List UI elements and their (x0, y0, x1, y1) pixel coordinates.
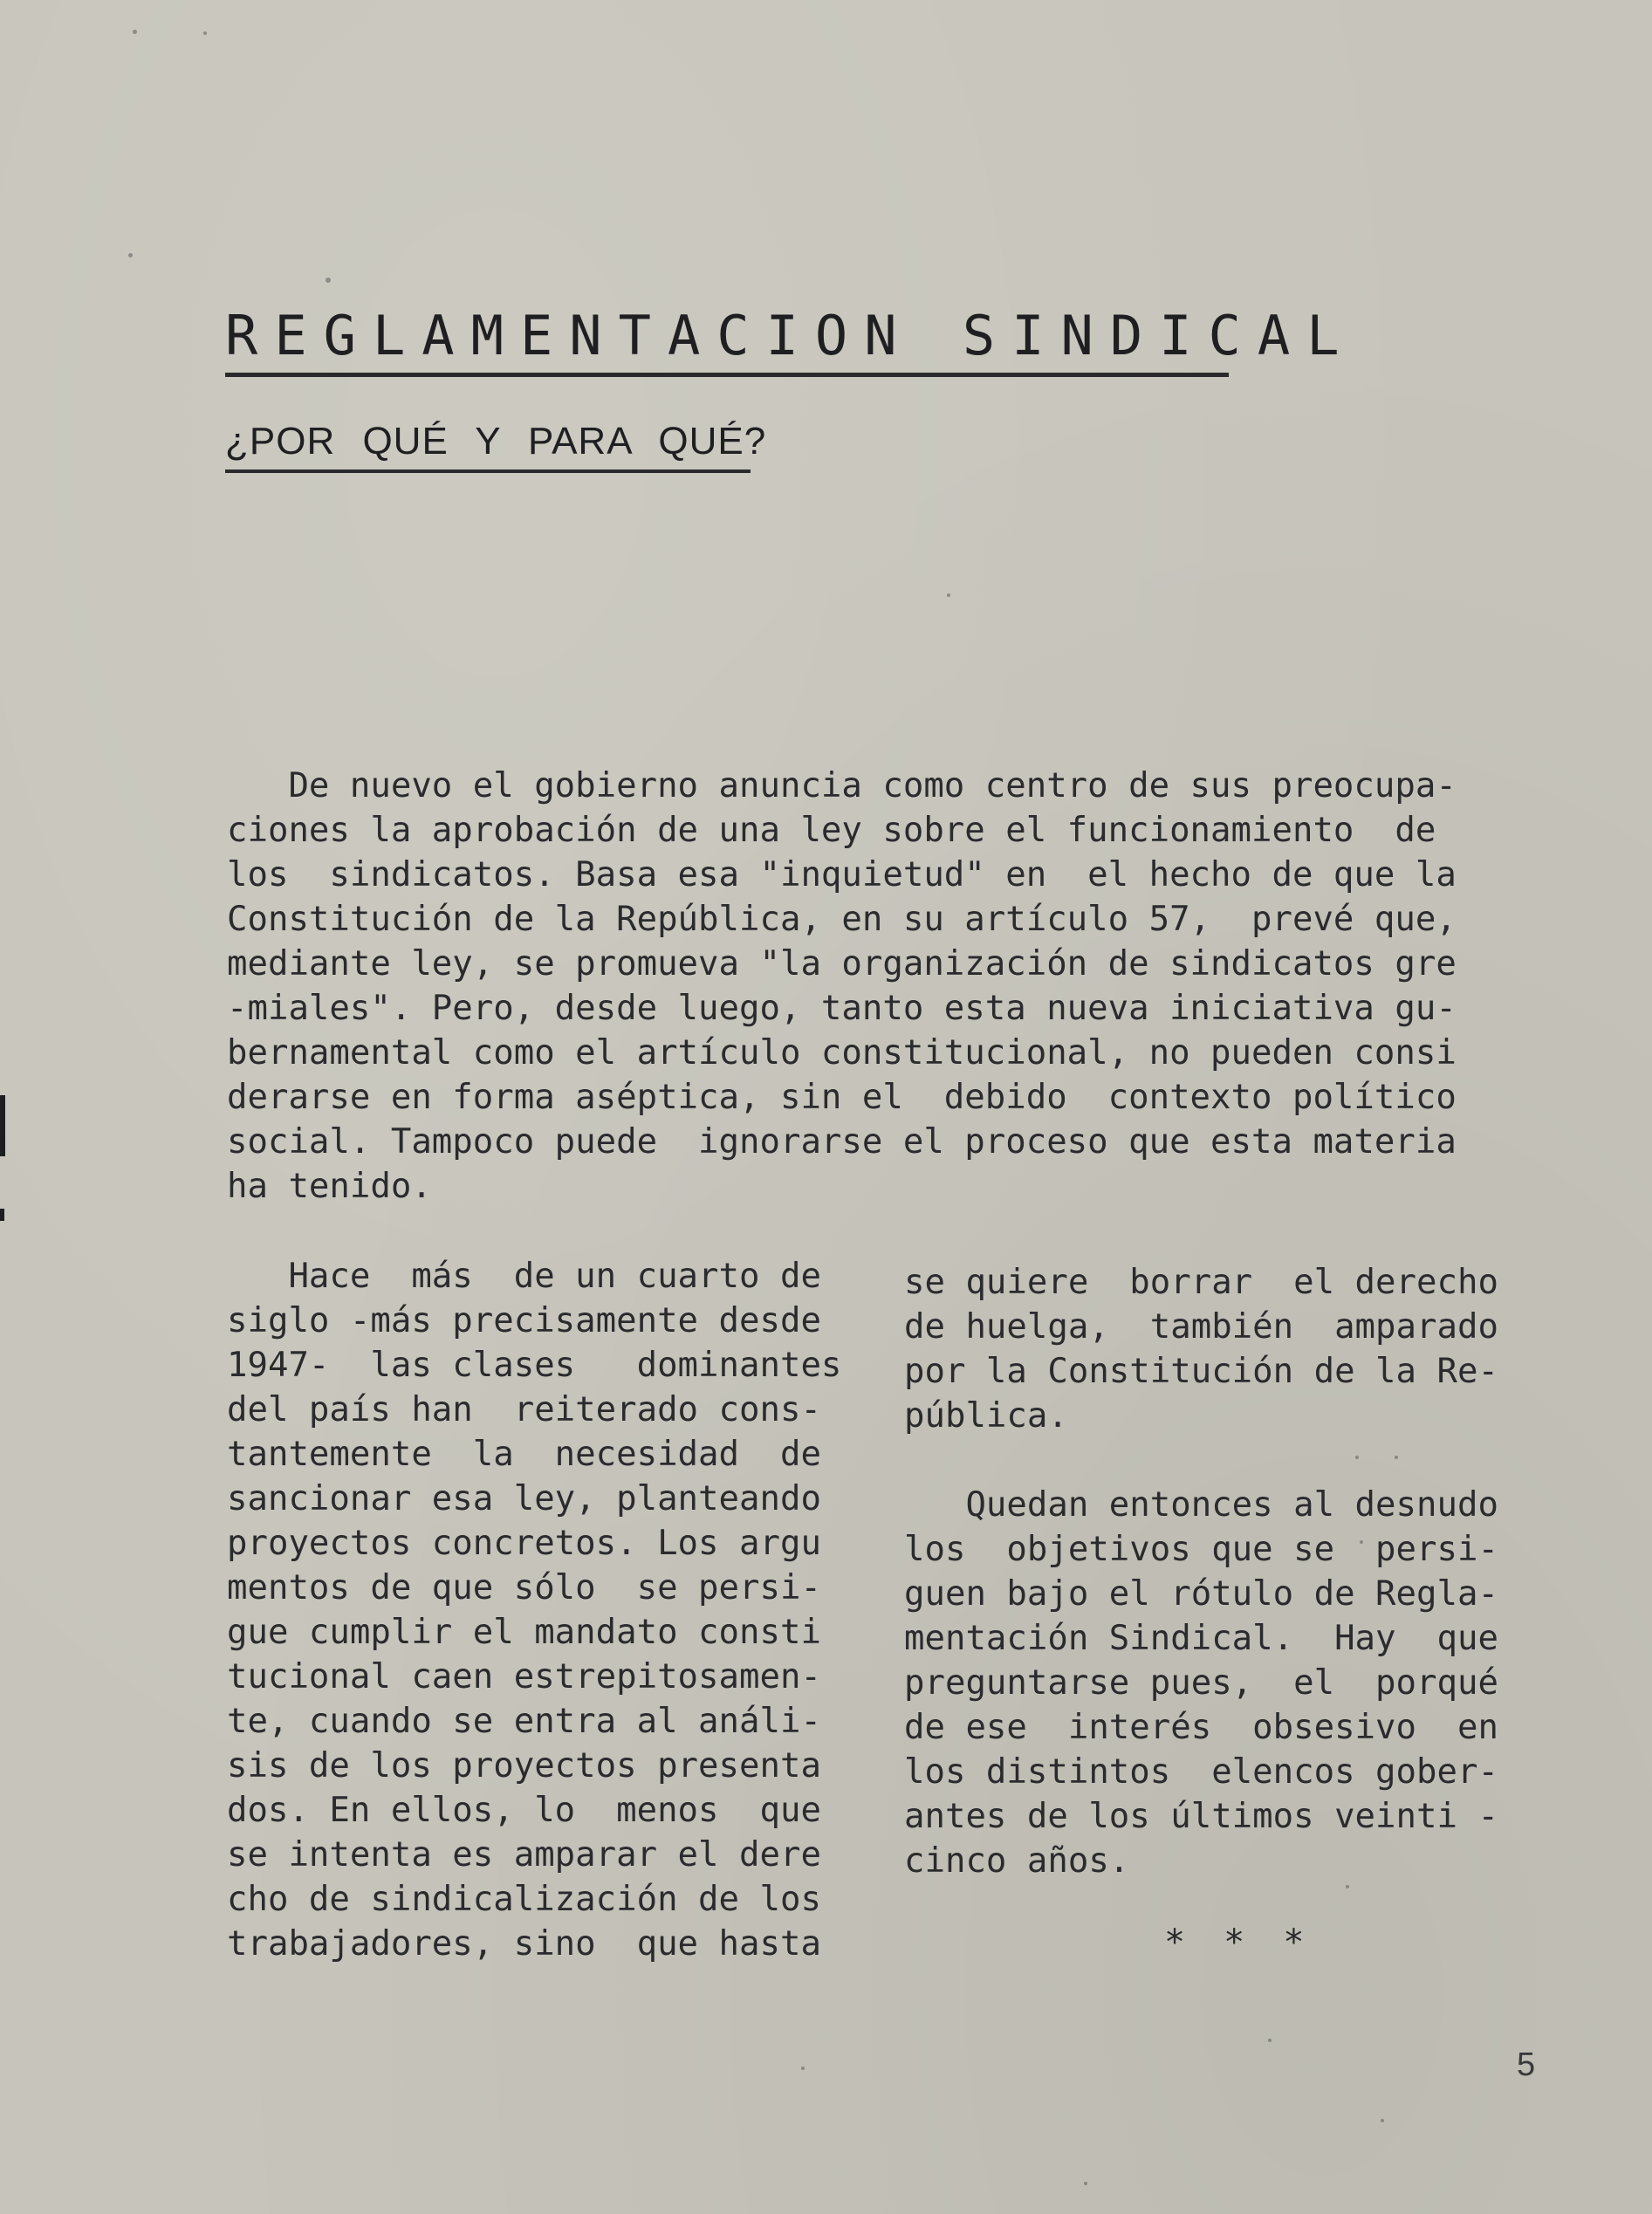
text-line: gue cumplir el mandato consti (227, 1613, 821, 1652)
text-line: Quedan entonces al desnudo (904, 1485, 1498, 1525)
text-line: mediante ley, se promueva "la organización de sindicatos gre (227, 944, 1457, 984)
text-line: cinco años. (904, 1841, 1130, 1881)
left-column (227, 1254, 873, 1966)
speck (1395, 1456, 1398, 1459)
speck (1084, 2182, 1087, 2185)
edge-mark (0, 1209, 4, 1221)
text-line: los sindicatos. Basa esa "inquietud" en el hecho de que la (227, 855, 1457, 895)
text-line: por la Constitución de la Re- (904, 1352, 1498, 1391)
intro-paragraph (227, 764, 1536, 1209)
text-line: guen bajo el rótulo de Regla- (904, 1574, 1498, 1614)
speck (133, 30, 137, 34)
text-line: sis de los proyectos presenta (227, 1746, 821, 1786)
text-line: ha tenido. (227, 1167, 432, 1206)
text-line: de ese interés obsesivo en (904, 1708, 1498, 1747)
page-number: 5 (1517, 2046, 1536, 2083)
text-line: se intenta es amparar el dere (227, 1835, 821, 1875)
text-line: sancionar esa ley, planteando (227, 1479, 821, 1518)
text-line: dos. En ellos, lo menos que (227, 1791, 821, 1830)
text-line: proyectos concretos. Los argu (227, 1524, 821, 1563)
text-line: mentación Sindical. Hay que (904, 1619, 1498, 1658)
article-title: REGLAMENTACION SINDICAL (225, 301, 1229, 377)
text-line: los distintos elencos gober- (904, 1752, 1498, 1792)
edge-mark (0, 1095, 5, 1156)
speck (1268, 2039, 1272, 2042)
text-line: trabajadores, sino que hasta (227, 1924, 821, 1964)
text-line: Hace más de un cuarto de (227, 1257, 821, 1296)
text-line: tucional caen estrepitosamen- (227, 1657, 821, 1696)
speck (1381, 2119, 1384, 2122)
section-separator: * * * (1164, 1923, 1313, 1963)
text-line: del país han reiterado cons- (227, 1390, 821, 1429)
text-line: se quiere borrar el derecho (904, 1263, 1498, 1302)
text-line: Constitución de la República, en su artículo 57, prevé que, (227, 900, 1457, 939)
speck (801, 2067, 805, 2070)
text-line: social. Tampoco puede ignorarse el proceso que esta materia (227, 1122, 1457, 1162)
right-column-top (904, 1260, 1550, 1438)
text-line: derarse en forma aséptica, sin el debido contexto político (227, 1078, 1457, 1117)
speck (1355, 1456, 1359, 1459)
text-line: preguntarse pues, el porqué (904, 1663, 1498, 1703)
speck (128, 253, 133, 257)
right-column-bottom (904, 1483, 1550, 1883)
text-line: bernamental como el artículo constitucional, no pueden consi (227, 1033, 1457, 1073)
text-line: ciones la aprobación de una ley sobre el funcionamiento de (227, 811, 1436, 850)
speck (947, 593, 950, 597)
text-line: pública. (904, 1396, 1068, 1436)
speck (1346, 1885, 1349, 1888)
speck (326, 278, 331, 283)
text-line: de huelga, también amparado (904, 1307, 1498, 1347)
article-subtitle: ¿POR QUÉ Y PARA QUÉ? (225, 415, 751, 473)
text-line: -miales". Pero, desde luego, tanto esta nueva iniciativa gu- (227, 989, 1457, 1028)
text-line: cho de sindicalización de los (227, 1880, 821, 1919)
text-line: 1947- las clases dominantes (227, 1346, 842, 1385)
text-line: mentos de que sólo se persi- (227, 1568, 821, 1607)
text-line: los objetivos que se persi- (904, 1530, 1498, 1569)
text-line: De nuevo el gobierno anuncia como centro de sus preocupa- (227, 766, 1457, 805)
text-line: antes de los últimos veinti - (904, 1797, 1498, 1836)
text-line: tantemente la necesidad de (227, 1435, 821, 1474)
text-line: te, cuando se entra al análi- (227, 1702, 821, 1741)
speck (203, 31, 207, 35)
text-line: siglo -más precisamente desde (227, 1301, 821, 1340)
